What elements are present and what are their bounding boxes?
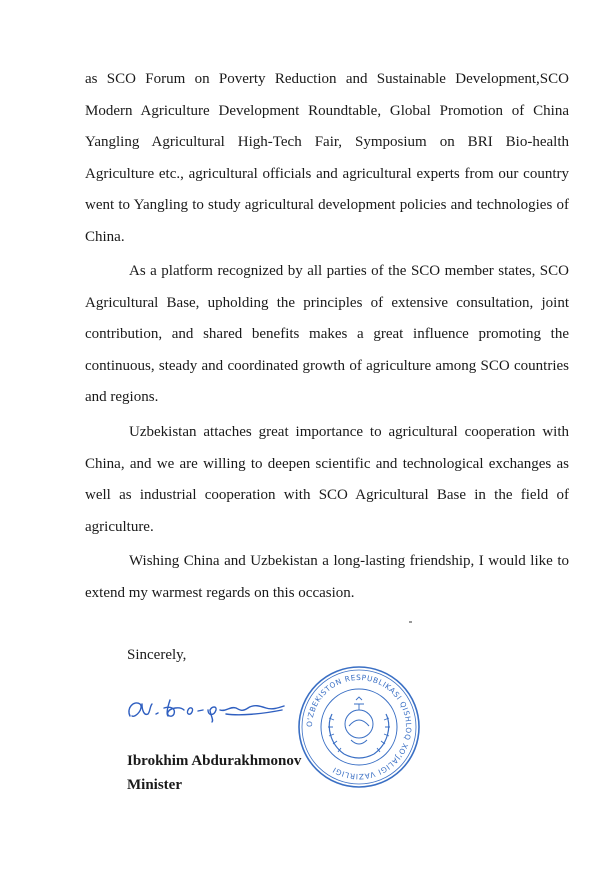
seal-inscription: O'ZBEKISTON RESPUBLIKASI QISHLOQ XO'JALIGI VAZIRLIGI <box>304 672 414 782</box>
paragraph-3: Uzbekistan attaches great importance to agricultural cooperation with China, and we are willing to deepen scientific and technological exchanges as well as industrial cooperation with SCO Agricultural Base in the field of agriculture. <box>85 424 569 535</box>
paragraph-4: Wishing China and Uzbekistan a long-lasting friendship, I would like to extend my warmest regards on this occasion. <box>85 553 569 601</box>
signatory-name: Ibrokhim Abdurakhmonov <box>127 753 302 769</box>
handwritten-signature <box>122 686 292 726</box>
ministry-seal <box>296 664 422 790</box>
signatory-title: Minister <box>127 777 182 793</box>
scan-speck <box>409 621 412 623</box>
paragraph-2: As a platform recognized by all parties of the SCO member states, SCO Agricultural Base, upholding the principles of extensive consultation, joint contribution, and shared benefits makes a great influence promoting the continuous, steady and coordinated growth of agriculture among SCO countries and regions. <box>85 263 569 405</box>
paragraph-1: as SCO Forum on Poverty Reduction and Sustainable Development,SCO Modern Agriculture Development Roundtable, Global Promotion of China Yangling Agricultural High-Tech Fair, Symposium on BRI Bio-health Agriculture etc., agricultural officials and agricultural experts from our country went to Yangling to study agricultural development policies and technologies of China. <box>85 71 569 245</box>
closing-salutation: Sincerely, <box>127 647 187 663</box>
